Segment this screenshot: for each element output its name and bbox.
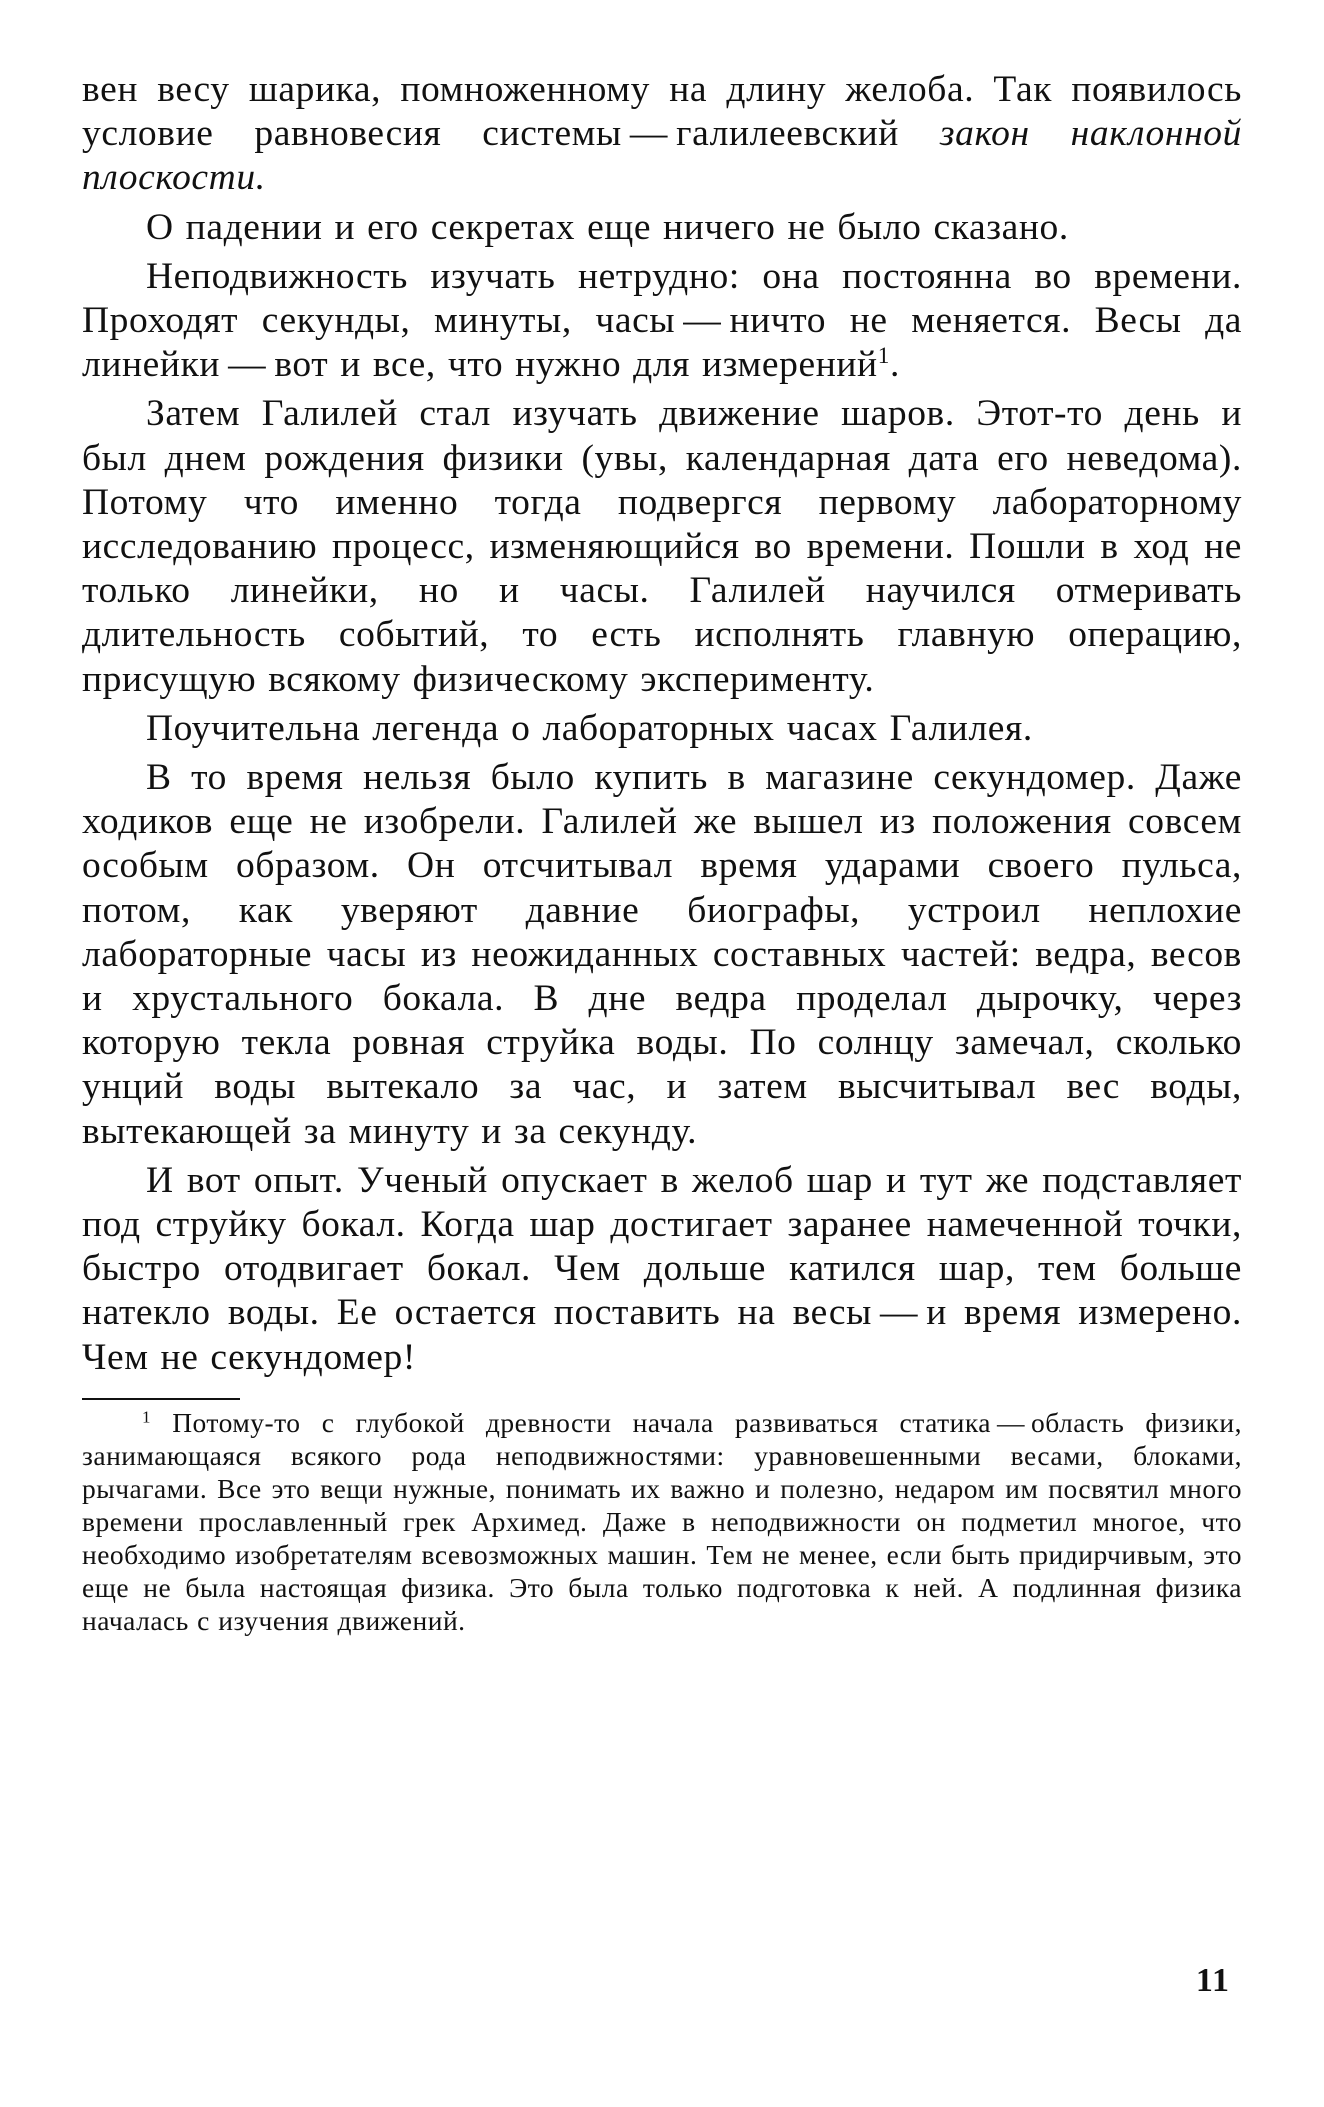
paragraph-4: Затем Галилей стал изучать движение шаров. Этот-то день и был днем рождения физики (увы, календарная дата его неведома). Потому что именно тогда подвергся первому лабораторному исследованию процесс, изменяющийся во времени. Пошли в ход не только линейки, но и часы. Галилей научился отмеривать длительность событий, то есть исполнять главную операцию, присущую всякому физическому эксперименту. <box>82 393 1242 700</box>
main-text <box>82 68 1242 1380</box>
footnote <box>82 1406 1242 1637</box>
footnote-mark: 1 <box>142 1407 152 1427</box>
paragraph-3 <box>82 255 1242 388</box>
page-number: 11 <box>1195 1962 1230 1999</box>
paragraph-7: И вот опыт. Ученый опускает в желоб шар и тут же подставляет под струйку бокал. Когда шар достигает заранее намеченной точки, быстро отодвигает бокал. Чем дольше катился шар, тем больше натекло воды. Ее остается поставить на весы — и время измерено. Чем не секундомер! <box>82 1159 1242 1378</box>
footnote-divider <box>82 1398 240 1400</box>
paragraph-2: О падении и его секретах еще ничего не было сказано. <box>146 206 1069 248</box>
paragraph-1 <box>82 68 1242 201</box>
footnote-text <box>82 1406 1242 1637</box>
paragraph-3-end: . <box>889 344 900 386</box>
paragraph-6: В то время нельзя было купить в магазине секундомер. Даже ходиков еще не изобрели. Галилей же вышел из положения совсем особым образом. Он отсчитывал время ударами своего пульса, потом, как уверяют давние биографы, устроил неплохие лабораторные часы из неожиданных составных частей: ведра, весов и хрустального бокала. В дне ведра проделал дырочку, через которую текла ровная струйка воды. По солнцу замечал, сколько унций воды вытекало за час, и затем высчитывал вес воды, вытекающей за минуту и за секунду. <box>82 757 1242 1152</box>
paragraph-3-text: Неподвижность изучать нетрудно: она постоянна во времени. Проходят секунды, минуты, часы — ничто не меняется. Весы да линейки — вот и все, что нужно для измерений <box>82 255 1242 386</box>
footnote-body: Потому-то с глубокой древности начала развиваться статика — область физики, занимающаяся всякого рода неподвижностями: уравновешенными весами, блоками, рычагами. Все это вещи нужные, понимать их важно и полезно, недаром им посвятил много времени прославленный грек Архимед. Даже в неподвижности он подметил многое, что необходимо изобретателям всевозможных машин. Тем не менее, если быть придирчивым, это еще не была настоящая физика. Это была только подготовка к ней. А подлинная физика началась с изучения движений. <box>82 1406 1242 1636</box>
paragraph-1-text: вен весу шарика, помноженному на длину желоба. Так появилось условие равновесия системы — галилеевский <box>82 69 1242 155</box>
paragraph-5: Поучительна легенда о лабораторных часах Галилея. <box>146 707 1033 749</box>
italic-term: закон наклонной плоскости. <box>82 113 1242 199</box>
footnote-reference[interactable]: 1 <box>877 343 890 370</box>
book-page <box>82 68 1242 1637</box>
